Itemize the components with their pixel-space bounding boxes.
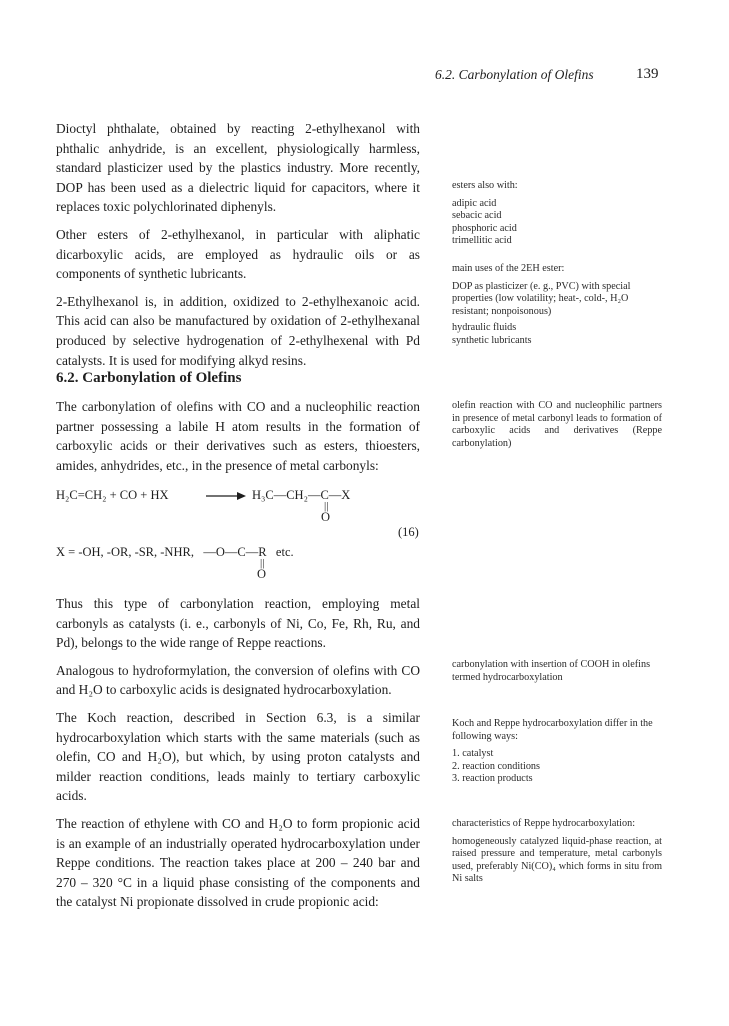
product-carbon: C [320, 488, 329, 502]
paragraph-hydrocarboxylation: Analogous to hydroformylation, the conversion of olefins with CO and H₂O to carboxylic acids is designated hydrocarboxylation. [56, 662, 420, 698]
margin-note-reppe-characteristics [452, 818, 662, 886]
koch-item: 2. reaction conditions [452, 760, 540, 772]
uses-title: main uses of the 2EH ester: [452, 263, 565, 274]
x-definition-list: X = -OH, -OR, -SR, -NHR, [56, 545, 194, 559]
esters-item: trimellitic acid [452, 235, 512, 247]
margin-note-esters [452, 180, 662, 248]
paragraph-propionic-acid: The reaction of ethylene with CO and H₂O to form propionic acid is an example of an industrially operated hydrocarboxylation under Reppe conditions. The reaction takes place at 200 – 240 bar and 270 – 320 °C in a liquid phase consisting of the components and the catalyst Ni propionate dissolved in crude propionic acid: [56, 815, 420, 910]
margin-note-olefin-reaction: olefin reaction with CO and nucleophilic partners in presence of metal carbonyl leads to formation of carboxylic acids and derivatives (Reppe carbonylation) [452, 400, 662, 449]
x-etc: etc. [275, 545, 294, 559]
esters-title: esters also with: [452, 180, 518, 191]
uses-item: hydraulic fluids [452, 322, 517, 334]
koch-title: Koch and Reppe hydrocarboxylation differ in the following ways: [452, 718, 653, 742]
equation-right-side [252, 488, 350, 503]
koch-item: 1. catalyst [452, 748, 494, 760]
x-anhydride-a: —O— [203, 545, 238, 559]
margin-note-koch-reppe [452, 718, 662, 786]
uses-dop: DOP as plasticizer (e. g., PVC) with special properties (low volatility; heat-, cold-, H₂O resistant; nonpoisonous) [452, 280, 631, 317]
x-definition [56, 545, 294, 560]
paragraph-koch: The Koch reaction, described in Section 6.3, is a similar hydrocarboxylation which starts with the same materials (such as olefin, CO and H₂O), but which, by using proton catalysts and milder reaction conditions, leads mainly to tertiary carboxylic acids. [56, 709, 420, 804]
section-heading: 6.2. Carbonylation of Olefins [56, 370, 242, 386]
main-text-block-2 [56, 594, 420, 912]
equation-left-side: H₂C=CH₂ + CO + HX [56, 488, 169, 502]
equation-number: (16) [398, 525, 419, 539]
uses-item: synthetic lubricants [452, 334, 532, 346]
char-title: characteristics of Reppe hydrocarboxylation: [452, 818, 636, 829]
paragraph-other-esters: Other esters of 2-ethylhexanol, in particular with aliphatic dicarboxylic acids, are employed as hydraulic oils or as components of synthetic lubricants. [56, 226, 420, 282]
product-chain: H₃C—CH₂— [252, 488, 321, 502]
x-anhydride-b: —R [245, 545, 267, 559]
page-number: 139 [636, 66, 659, 82]
paragraph-reppe: Thus this type of carbonylation reaction, employing metal carbonyls as catalysts (i. e., carbonyls of Ni, Co, Fe, Rh, Ru, and Pd), belongs to the wide range of Reppe reactions. [56, 596, 420, 651]
koch-item: 3. reaction products [452, 773, 533, 785]
esters-item: phosphoric acid [452, 222, 517, 234]
reaction-arrow-icon [205, 489, 247, 503]
main-text-block-1 [56, 119, 420, 370]
margin-note-uses [452, 263, 662, 348]
running-header-title: 6.2. Carbonylation of Olefins [435, 67, 594, 82]
carbonyl-oxygen-1: O [321, 510, 331, 524]
paragraph-ethylhexanoic-acid: 2-Ethylhexanol is, in addition, oxidized to 2-ethylhexanoic acid. This acid can also be manufactured by oxidation of 2-ethylhexanal produced by selective hydrogenation of 2-ethylhexenal with Pd catalysts. It is used for modifying alkyd resins. [56, 293, 420, 368]
carbonyl-oxygen-2: O [257, 567, 267, 581]
x-anhydride-carbon: C [237, 545, 246, 559]
char-body: homogeneously catalyzed liquid-phase reaction, at raised pressure and temperature, metal carbonyls used, preferably Ni(CO)₄ which forms in situ from Ni salts [452, 835, 662, 885]
double-bond-2: || [260, 557, 265, 569]
esters-item: sebacic acid [452, 210, 502, 222]
paragraph-carbonylation-intro: The carbonylation of olefins with CO and a nucleophilic reaction partner possessing a labile H atom results in the formation of carboxylic acids or their derivatives such as esters, thioesters, amides, anhydrides, etc., in the presence of metal carbonyls: [56, 399, 420, 473]
paragraph-dop: Dioctyl phthalate, obtained by reacting 2-ethylhexanol with phthalic anhydride, is an excellent, physiologically harmless, standard plasticizer used by the plastics industry. More recently, DOP has been used as a dielectric liquid for capacitors, where it replaces toxic polychlorinated diphenyls. [56, 121, 420, 215]
margin-note-hydrocarboxylation: carbonylation with insertion of COOH in olefins termed hydrocarboxylation [452, 659, 651, 683]
double-bond-1: || [324, 500, 329, 512]
esters-item: adipic acid [452, 197, 497, 209]
product-x: —X [328, 488, 351, 502]
